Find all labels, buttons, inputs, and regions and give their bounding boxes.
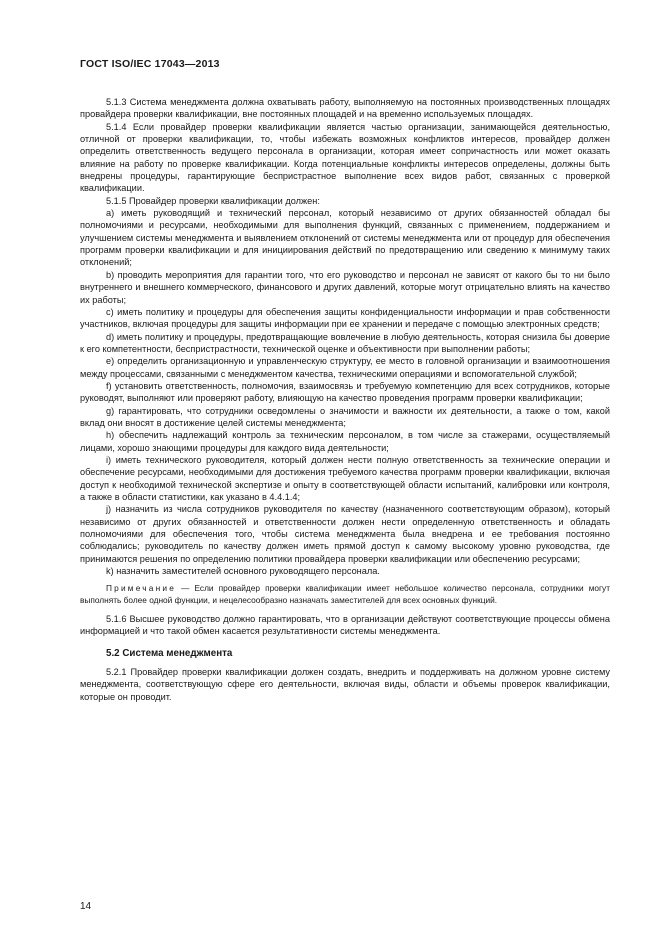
list-item-e: e) определить организационную и управленческую структуру, ее место в головной организации и взаимоотношения между процессами, связанными с менеджментом качества, техническими операциями и вспомогательной службой; [80, 356, 610, 379]
list-item-b: b) проводить мероприятия для гарантии того, что его руководство и персонал не зависят от какого бы то ни было внутреннего и внешнего коммерческого, финансового и других давлений, которые могут отрицательно влиять на качество их работы; [80, 269, 610, 305]
document-header: ГОСТ ISO/IEC 17043—2013 [80, 58, 220, 70]
clause-5-1-5: 5.1.5 Провайдер проверки квалификации должен: [106, 195, 320, 206]
page-number: 14 [80, 901, 92, 912]
clause-5-1-6: 5.1.6 Высшее руководство должно гарантировать, что в организации действуют соответствующие процессы обмена информацией и что такой обмен касается результативности системы менеджмента. [80, 613, 610, 637]
document-body [80, 96, 610, 703]
list-item-j: j) назначить из числа сотрудников руководителя по качеству (назначенного соответствующим образом), который независимо от других обязанностей и ответственности должен нести определенную ответственность и обладать полномочиями для обеспечения того, чтобы система менеджмента была внедрена и ее требования постоянно соблюдались; руководитель по качеству должен иметь прямой доступ к самому высокому уровню руководства, где принимаются решения по определению политики провайдера проверки квалификации или обеспечению ресурсами; [80, 504, 610, 564]
list-item-d: d) иметь политику и процедуры, предотвращающие вовлечение в любую деятельность, которая снизила бы доверие к его компетентности, беспристрастности, технической оценке и объективности при выполнении работы; [80, 331, 610, 354]
list-item-a: a) иметь руководящий и технический персонал, который независимо от других обязанностей обладал бы полномочиями и ресурсами, необходимыми для выполнения функций, связанных с применением, поддержанием и улучшением системы менеджмента и выявлением отклонений от системы менеджмента или от процедур для обеспечения программ проверки квалификации и для инициирования действий по предотвращению или сведению к минимуму таких отклонений; [80, 208, 610, 268]
list-item-i: i) иметь технического руководителя, который должен нести полную ответственность за технические операции и обеспечение ресурсами, необходимыми для достижения требуемого качества программ проверки квалификации, включая доступ к необходимой технической экспертизе и опыту в соответствующей области испытаний, калибровки или контроля, а также в области статистики, как указано в 4.4.1.4; [80, 454, 610, 502]
list-item-g: g) гарантировать, что сотрудники осведомлены о значимости и важности их деятельности, а также о том, какой вклад они вносят в достижение целей системы менеджмента; [80, 405, 610, 428]
clause-5-2-1: 5.2.1 Провайдер проверки квалификации должен создать, внедрить и поддерживать на должном уровне систему менеджмента, соответствующую сфере его деятельности, включая виды, области и объемы проверок квалификации, которые он проводит. [80, 666, 610, 702]
note [80, 583, 610, 605]
list-item-k: k) назначить заместителей основного руководящего персонала. [106, 566, 380, 577]
clause-5-1-3: 5.1.3 Система менеджмента должна охватывать работу, выполняемую на постоянных производственных площадях провайдера проверки квалификации, вне постоянных площадей и на временно используемых площадях. [80, 97, 610, 120]
note-text: — Если провайдер проверки квалификации имеет небольшое количество персонала, сотрудники могут выполнять более одной функции, и нецелесообразно назначать заместителей для всех основных функций. [80, 583, 610, 605]
note-label: Примечание [106, 583, 177, 594]
list-item-c: c) иметь политику и процедуры для обеспечения защиты конфиденциальности информации и прав собственности участников, включая процедуры для защиты информации при ее хранении и передаче с помощью электронных средств; [80, 306, 610, 330]
section-heading: 5.2 Система менеджмента [106, 647, 233, 659]
list-item-f: f) установить ответственность, полномочия, взаимосвязь и требуемую компетенцию для всех сотрудников, которые руководят, выполняют или проверяют работу, влияющую на качество проведения программ проверки квалификации; [80, 380, 610, 404]
list-item-h: h) обеспечить надлежащий контроль за техническим персоналом, в том числе за стажерами, осуществляемый лицами, хорошо знающими процедуры для каждого вида деятельности; [80, 430, 610, 453]
clause-5-1-4: 5.1.4 Если провайдер проверки квалификации является частью организации, занимающейся деятельностью, отличной от проверки квалификации, то, чтобы избежать возможных конфликтов интересов, провайдер должен определить ответственность ведущего персонала в организации, которая имеет сопричастность или может оказать влияние на работу по проверке квалификации. Когда потенциальные конфликты интересов определены, должны быть внедрены процедуры, гарантирующие беспристрастное выполнение всех видов работ, связанных с проверкой квалификации. [80, 121, 610, 194]
